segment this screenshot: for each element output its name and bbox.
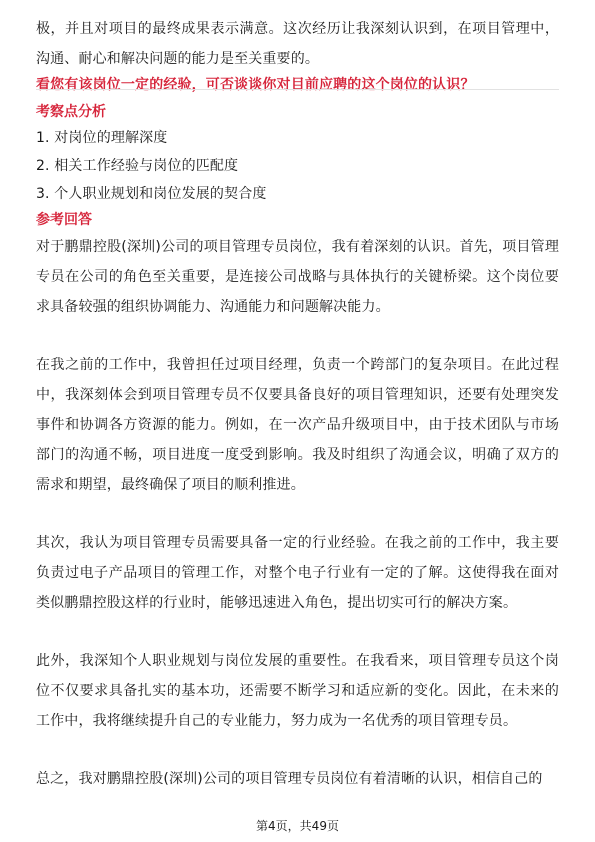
paragraph-spacer xyxy=(36,500,559,528)
answer-paragraph: 总之，我对鹏鼎控股(深圳)公司的项目管理专员岗位有着清晰的认识，相信自己的 xyxy=(36,771,543,787)
list-item: 3. 个人职业规划和岗位发展的契合度 xyxy=(36,186,267,202)
paragraph-spacer xyxy=(36,322,559,350)
intro-paragraph: 极，并且对项目的最终成果表示满意。这次经历让我深刻认识到，在项目管理中，沟通、耐心和解决问题的能力是至关重要的。 xyxy=(36,21,559,67)
page-number: 第4页，共49页 xyxy=(256,819,339,833)
page-content xyxy=(36,14,559,794)
section-divider xyxy=(36,89,559,90)
answer-title: 参考回答 xyxy=(36,212,92,228)
answer-paragraph: 此外，我深知个人职业规划与岗位发展的重要性。在我看来，项目管理专员这个岗位不仅要求具备扎实的基本功，还需要不断学习和适应新的变化。因此，在未来的工作中，我将继续提升自己的专业能力，努力成为一名优秀的项目管理专员。 xyxy=(36,653,559,729)
paragraph-spacer xyxy=(36,618,559,646)
analysis-list xyxy=(36,124,559,208)
question-heading: 看您有该岗位一定的经验，可否谈谈你对目前应聘的这个岗位的认识？ xyxy=(36,77,475,93)
list-item: 2. 相关工作经验与岗位的匹配度 xyxy=(36,158,239,174)
answer-paragraph: 在我之前的工作中，我曾担任过项目经理，负责一个跨部门的复杂项目。在此过程中，我深刻体会到项目管理专员不仅要具备良好的项目管理知识，还要有处理突发事件和协调各方资源的能力。例如，在一次产品升级项目中，由于技术团队与市场部门的沟通不畅，项目进度一度受到影响。我及时组织了沟通会议，明确了双方的需求和期望，最终确保了项目的顺利推进。 xyxy=(36,357,559,493)
analysis-title: 考察点分析 xyxy=(36,104,106,120)
list-item: 1. 对岗位的理解深度 xyxy=(36,130,168,146)
answer-paragraph: 其次，我认为项目管理专员需要具备一定的行业经验。在我之前的工作中，我主要负责过电子产品项目的管理工作，对整个电子行业有一定的了解。这使得我在面对类似鹏鼎控股这样的行业时，能够迅速进入角色，提出切实可行的解决方案。 xyxy=(36,535,559,611)
answer-paragraph: 对于鹏鼎控股(深圳)公司的项目管理专员岗位，我有着深刻的认识。首先，项目管理专员在公司的角色至关重要，是连接公司战略与具体执行的关键桥梁。这个岗位要求具备较强的组织协调能力、沟通能力和问题解决能力。 xyxy=(36,239,559,315)
paragraph-spacer xyxy=(36,736,559,764)
